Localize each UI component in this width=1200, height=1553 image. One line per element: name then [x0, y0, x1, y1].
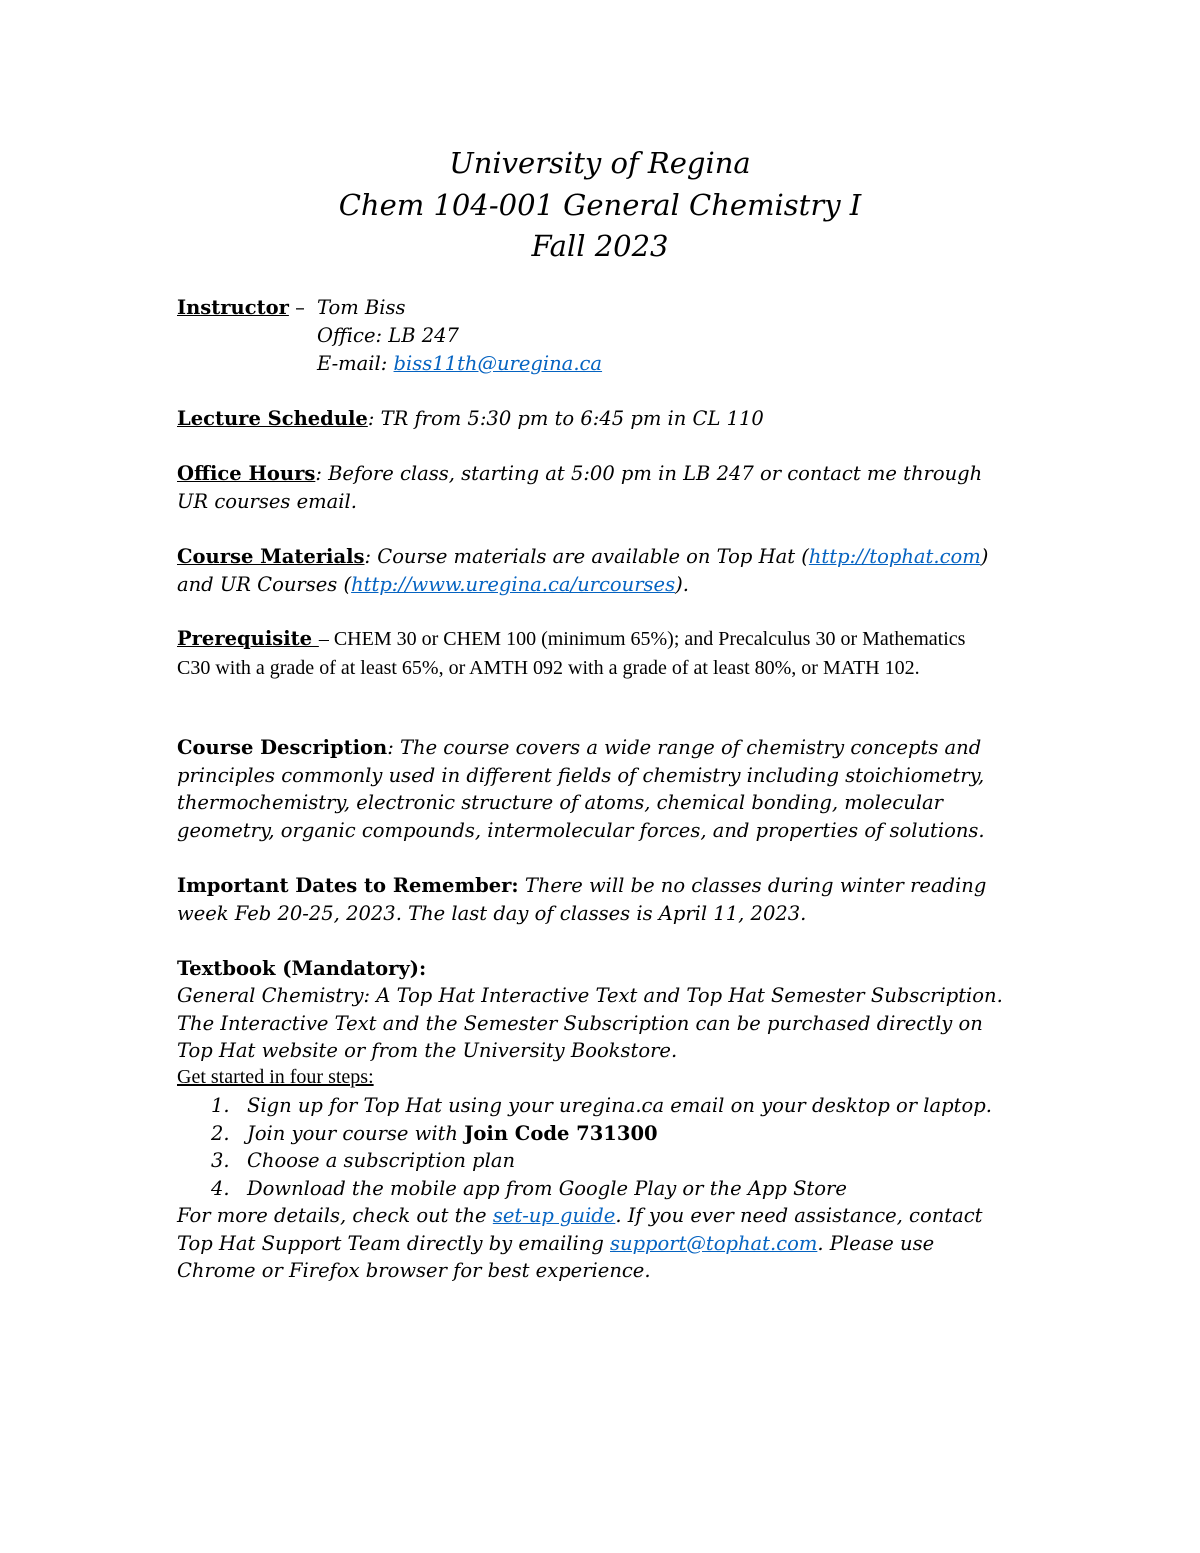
textbook-footer	[177, 1202, 1007, 1285]
instructor-label: Instructor	[177, 296, 289, 319]
steps-list	[177, 1092, 992, 1202]
join-code: Join Code 731300	[464, 1121, 658, 1145]
urcourses-link[interactable]: http://www.uregina.ca/urcourses	[351, 572, 676, 596]
course-materials	[177, 543, 1007, 598]
step-text: Download the mobile app from Google Play or the App Store	[247, 1176, 847, 1200]
description-label: Course Description	[177, 736, 388, 759]
materials-label: Course Materials	[177, 545, 365, 568]
list-item	[177, 1147, 992, 1175]
term-title: Fall 2023	[531, 229, 669, 263]
important-dates	[177, 872, 1037, 927]
description-text: : The course covers a wide range of chemistry concepts and principles commonly used in different fields of chemistry including stoichiometry, thermochemistry, electronic structure of atoms, chemical bonding, molecular geometry, organic compounds, intermolecular forces, and properties of solutions.	[177, 736, 985, 842]
office-hours-label: Office Hours	[177, 462, 316, 485]
materials-text-2: ) and UR Courses (	[177, 545, 989, 596]
course-description	[177, 734, 1002, 844]
instructor-email-line	[317, 350, 602, 378]
textbook-label: Textbook (Mandatory):	[177, 957, 427, 980]
step-number: 3.	[211, 1149, 230, 1172]
office-hours	[177, 460, 1007, 515]
list-item	[177, 1120, 992, 1148]
support-email-link[interactable]: support@tophat.com	[610, 1231, 818, 1255]
lecture-label: Lecture Schedule	[177, 407, 368, 430]
footer-text-3: . Please use Chrome or Firefox browser for best experience.	[177, 1231, 935, 1282]
steps-intro: Get started in four steps:	[177, 1066, 374, 1088]
lecture-text: : TR from 5:30 pm to 6:45 pm in CL 110	[367, 407, 764, 430]
setup-guide-link[interactable]: set-up guide	[492, 1204, 616, 1227]
university-title: University of Regina	[449, 146, 751, 180]
textbook-text: General Chemistry: A Top Hat Interactive Text and Top Hat Semester Subscription. The Interactive Text and the Semester Subscription can be purchased directly on Top Hat website or from the University Bookstore.	[177, 984, 1003, 1062]
dates-text: There will be no classes during winter reading week Feb 20-25, 2023. The last day of classes is April 11, 2023.	[177, 874, 987, 925]
materials-text-3: ).	[675, 572, 689, 596]
instructor-email-link[interactable]: biss11th@uregina.ca	[393, 352, 603, 375]
lecture-schedule	[177, 405, 764, 433]
tophat-link[interactable]: http://tophat.com	[808, 545, 981, 568]
footer-text-1: For more details, check out the	[177, 1204, 493, 1227]
step-text: Join your course with	[247, 1121, 465, 1145]
step-text: Choose a subscription plan	[247, 1149, 516, 1172]
materials-text-1: : Course materials are available on Top Hat (	[364, 545, 809, 568]
list-item	[177, 1175, 992, 1203]
instructor-name: Tom Biss	[317, 296, 406, 319]
office-hours-text: : Before class, starting at 5:00 pm in LB 247 or contact me through UR courses email.	[177, 462, 983, 513]
instructor-dash: –	[288, 296, 305, 319]
prerequisite	[177, 625, 997, 682]
step-number: 4.	[211, 1176, 230, 1200]
instructor-office: Office: LB 247	[317, 324, 459, 347]
prerequisite-text: – CHEM 30 or CHEM 100 (minimum 65%); and Precalculus 30 or Mathematics C30 with a grade of at least 65%, or AMTH 092 with a grade of at least 80%, or MATH 102.	[177, 628, 966, 679]
email-prefix: E-mail:	[317, 352, 394, 375]
footer-text-2: . If you ever need assistance, contact Top Hat Support Team directly by emailing	[177, 1204, 983, 1255]
step-number: 1.	[211, 1094, 230, 1117]
step-number: 2.	[211, 1121, 230, 1145]
course-title: Chem 104-001 General Chemistry I	[338, 188, 862, 222]
list-item	[177, 1092, 992, 1120]
prerequisite-label: Prerequisite	[177, 627, 319, 650]
dates-label: Important Dates to Remember:	[177, 874, 519, 897]
instructor-section	[177, 294, 305, 322]
step-text: Sign up for Top Hat using your uregina.ca email on your desktop or laptop.	[247, 1094, 992, 1117]
